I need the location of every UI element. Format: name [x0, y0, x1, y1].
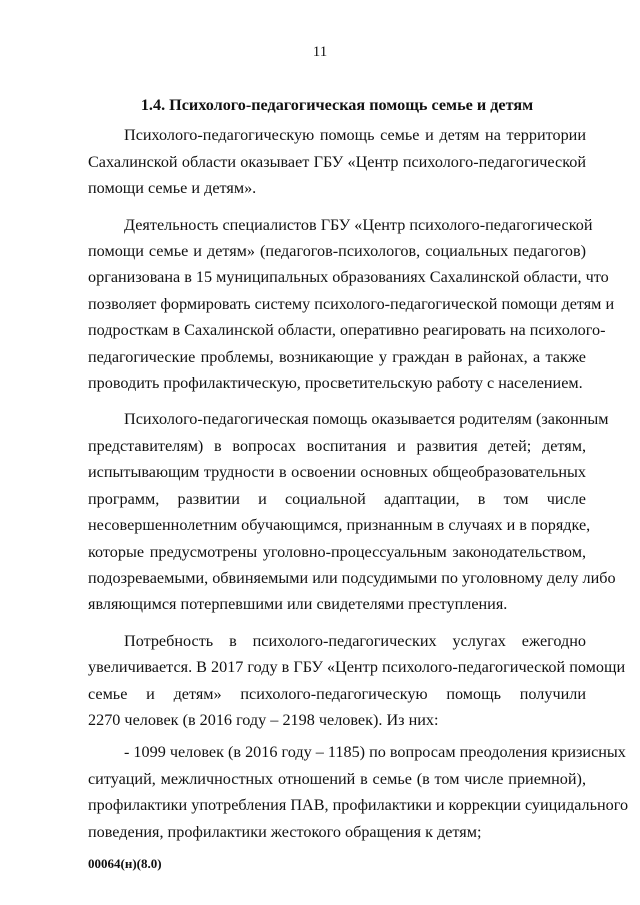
text-line: профилактики употребления ПАВ, профилактики и коррекции суицидального — [88, 796, 629, 815]
text-line: помощи семье и детям». — [88, 179, 257, 198]
text-line: позволяет формировать систему психолого-педагогической помощи детям и — [88, 294, 615, 313]
text-line: несовершеннолетним обучающимся, признанным в случаях и в порядке, — [88, 516, 591, 535]
text-line: испытывающим трудности в освоении основных общеобразовательных — [88, 463, 586, 482]
text-line: ситуаций, межличностных отношений в семье (в том числе приемной), — [88, 769, 586, 788]
text-line: Деятельность специалистов ГБУ «Центр психолого-педагогической — [124, 215, 593, 234]
text-line: семье и детям» психолого-педагогическую помощь получили — [88, 684, 586, 703]
text-line: Сахалинской области оказывает ГБУ «Центр психолого-педагогической — [88, 152, 586, 171]
text-line: - 1099 человек (в 2016 году – 1185) по вопросам преодоления кризисных — [124, 743, 626, 762]
paragraph-5 — [88, 739, 629, 845]
text-line: подросткам в Сахалинской области, оперативно реагировать на психолого- — [88, 321, 606, 340]
text-line: которые предусмотрены уголовно-процессуальным законодательством, — [88, 542, 586, 561]
text-line: подозреваемыми, обвиняемыми или подсудимыми по уголовному делу либо — [88, 568, 616, 587]
paragraph-3 — [88, 406, 616, 617]
text-line: 2270 человек (в 2016 году – 2198 человек). Из них: — [88, 710, 439, 729]
text-line: увеличивается. В 2017 году в ГБУ «Центр психолого-педагогической помощи — [88, 658, 626, 677]
text-line: Психолого-педагогическую помощь семье и детям на территории — [124, 126, 586, 145]
text-line: являющимся потерпевшими или свидетелями преступления. — [88, 595, 508, 614]
text-line: программ, развитии и социальной адаптации, в том числе — [88, 489, 586, 508]
text-line: педагогические проблемы, возникающие у граждан в районах, а также — [88, 347, 586, 366]
text-line: помощи семье и детям» (педагогов-психологов, социальных педагогов) — [88, 242, 586, 261]
document-body — [88, 92, 629, 845]
document-code: 00064(н)(8.0) — [88, 856, 162, 871]
text-line: проводить профилактическую, просветительскую работу с населением. — [88, 374, 583, 393]
text-line: поведения, профилактики жестокого обращения к детям; — [88, 822, 482, 841]
paragraph-4 — [88, 628, 626, 734]
page-number: 11 — [312, 44, 328, 60]
text-line: Психолого-педагогическая помощь оказывается родителям (законным — [124, 410, 609, 429]
paragraph-2 — [88, 212, 615, 397]
text-line: представителям) в вопросах воспитания и развития детей; детям, — [88, 436, 586, 455]
text-line: Потребность в психолого-педагогических услугах ежегодно — [124, 631, 586, 650]
section-heading: 1.4. Психолого-педагогическая помощь семье и детям — [140, 96, 534, 114]
text-line: организована в 15 муниципальных образованиях Сахалинской области, что — [88, 268, 609, 287]
paragraph-1 — [88, 122, 586, 201]
